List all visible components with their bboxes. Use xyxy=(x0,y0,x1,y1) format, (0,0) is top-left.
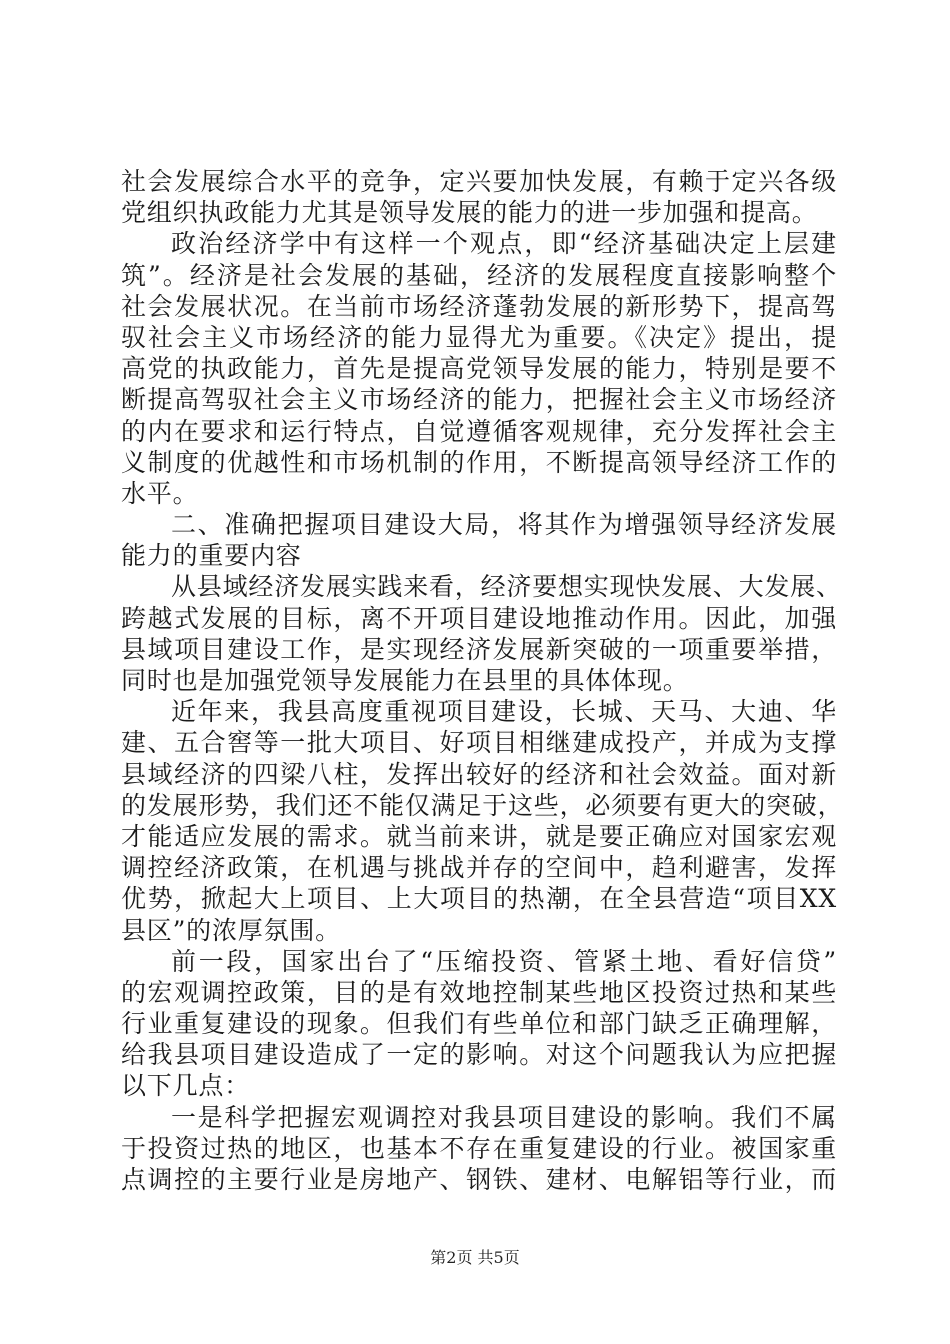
text-line: 优势，掀起大上项目、上大项目的热潮，在全县营造“项目XX xyxy=(121,884,837,914)
text-line: 一是科学把握宏观调控对我县项目建设的影响。我们不属 xyxy=(171,1102,837,1132)
text-line: 前一段，国家出台了“压缩投资、管紧土地、看好信贷” xyxy=(171,946,837,976)
text-line: 社会发展状况。在当前市场经济蓬勃发展的新形势下，提高驾 xyxy=(121,291,837,321)
text-line: 点调控的主要行业是房地产、钢铁、建材、电解铝等行业，而 xyxy=(121,1165,837,1194)
text-line: 高党的执政能力，首先是提高党领导发展的能力，特别是要不 xyxy=(121,354,837,384)
text-line: 二、准确把握项目建设大局，将其作为增强领导经济发展 xyxy=(171,510,837,540)
text-line: 以下几点： xyxy=(121,1071,251,1101)
text-line: 水平。 xyxy=(121,478,199,508)
document-body xyxy=(121,166,844,1195)
text-line: 近年来，我县高度重视项目建设，长城、天马、大迪、华 xyxy=(171,697,837,727)
text-line: 社会发展综合水平的竞争，定兴要加快发展，有赖于定兴各级 xyxy=(121,167,837,196)
text-line: 建、五合窖等一批大项目、好项目相继建成投产，并成为支撑 xyxy=(121,728,837,758)
text-line: 党组织执政能力尤其是领导发展的能力的进一步加强和提高。 xyxy=(121,198,818,228)
page-footer: 第2页 共5页 xyxy=(430,1248,520,1267)
text-line: 县域经济的四梁八柱，发挥出较好的经济和社会效益。面对新 xyxy=(121,759,837,789)
text-line: 政治经济学中有这样一个观点，即“经济基础决定上层建 xyxy=(171,229,837,259)
text-line: 的内在要求和运行特点，自觉遵循客观规律，充分发挥社会主 xyxy=(121,416,837,446)
text-line: 断提高驾驭社会主义市场经济的能力，把握社会主义市场经济 xyxy=(121,385,837,415)
text-line: 筑”。经济是社会发展的基础，经济的发展程度直接影响整个 xyxy=(121,260,837,290)
text-line: 从县域经济发展实践来看，经济要想实现快发展、大发展、 xyxy=(171,572,842,602)
text-line: 能力的重要内容 xyxy=(121,541,302,571)
text-line: 同时也是加强党领导发展能力在县里的具体体现。 xyxy=(121,666,689,695)
text-line: 才能适应发展的需求。就当前来讲，就是要正确应对国家宏观 xyxy=(121,821,837,851)
text-line: 行业重复建设的现象。但我们有些单位和部门缺乏正确理解， xyxy=(121,1009,837,1039)
text-line: 跨越式发展的目标，离不开项目建设地推动作用。因此，加强 xyxy=(121,603,837,633)
text-line: 驭社会主义市场经济的能力显得尤为重要。《决定》提出，提 xyxy=(121,322,837,352)
text-line: 县域项目建设工作，是实现经济发展新突破的一项重要举措， xyxy=(121,634,837,664)
text-line: 义制度的优越性和市场机制的作用，不断提高领导经济工作的 xyxy=(121,447,837,477)
text-line: 的宏观调控政策，目的是有效地控制某些地区投资过热和某些 xyxy=(121,977,837,1007)
text-line: 的发展形势，我们还不能仅满足于这些，必须要有更大的突破， xyxy=(121,790,844,820)
text-line: 于投资过热的地区，也基本不存在重复建设的行业。被国家重 xyxy=(121,1133,837,1163)
text-line: 调控经济政策，在机遇与挑战并存的空间中，趋利避害，发挥 xyxy=(121,853,837,883)
text-line: 县区”的浓厚氛围。 xyxy=(121,915,341,945)
text-line: 给我县项目建设造成了一定的影响。对这个问题我认为应把握 xyxy=(121,1040,837,1070)
